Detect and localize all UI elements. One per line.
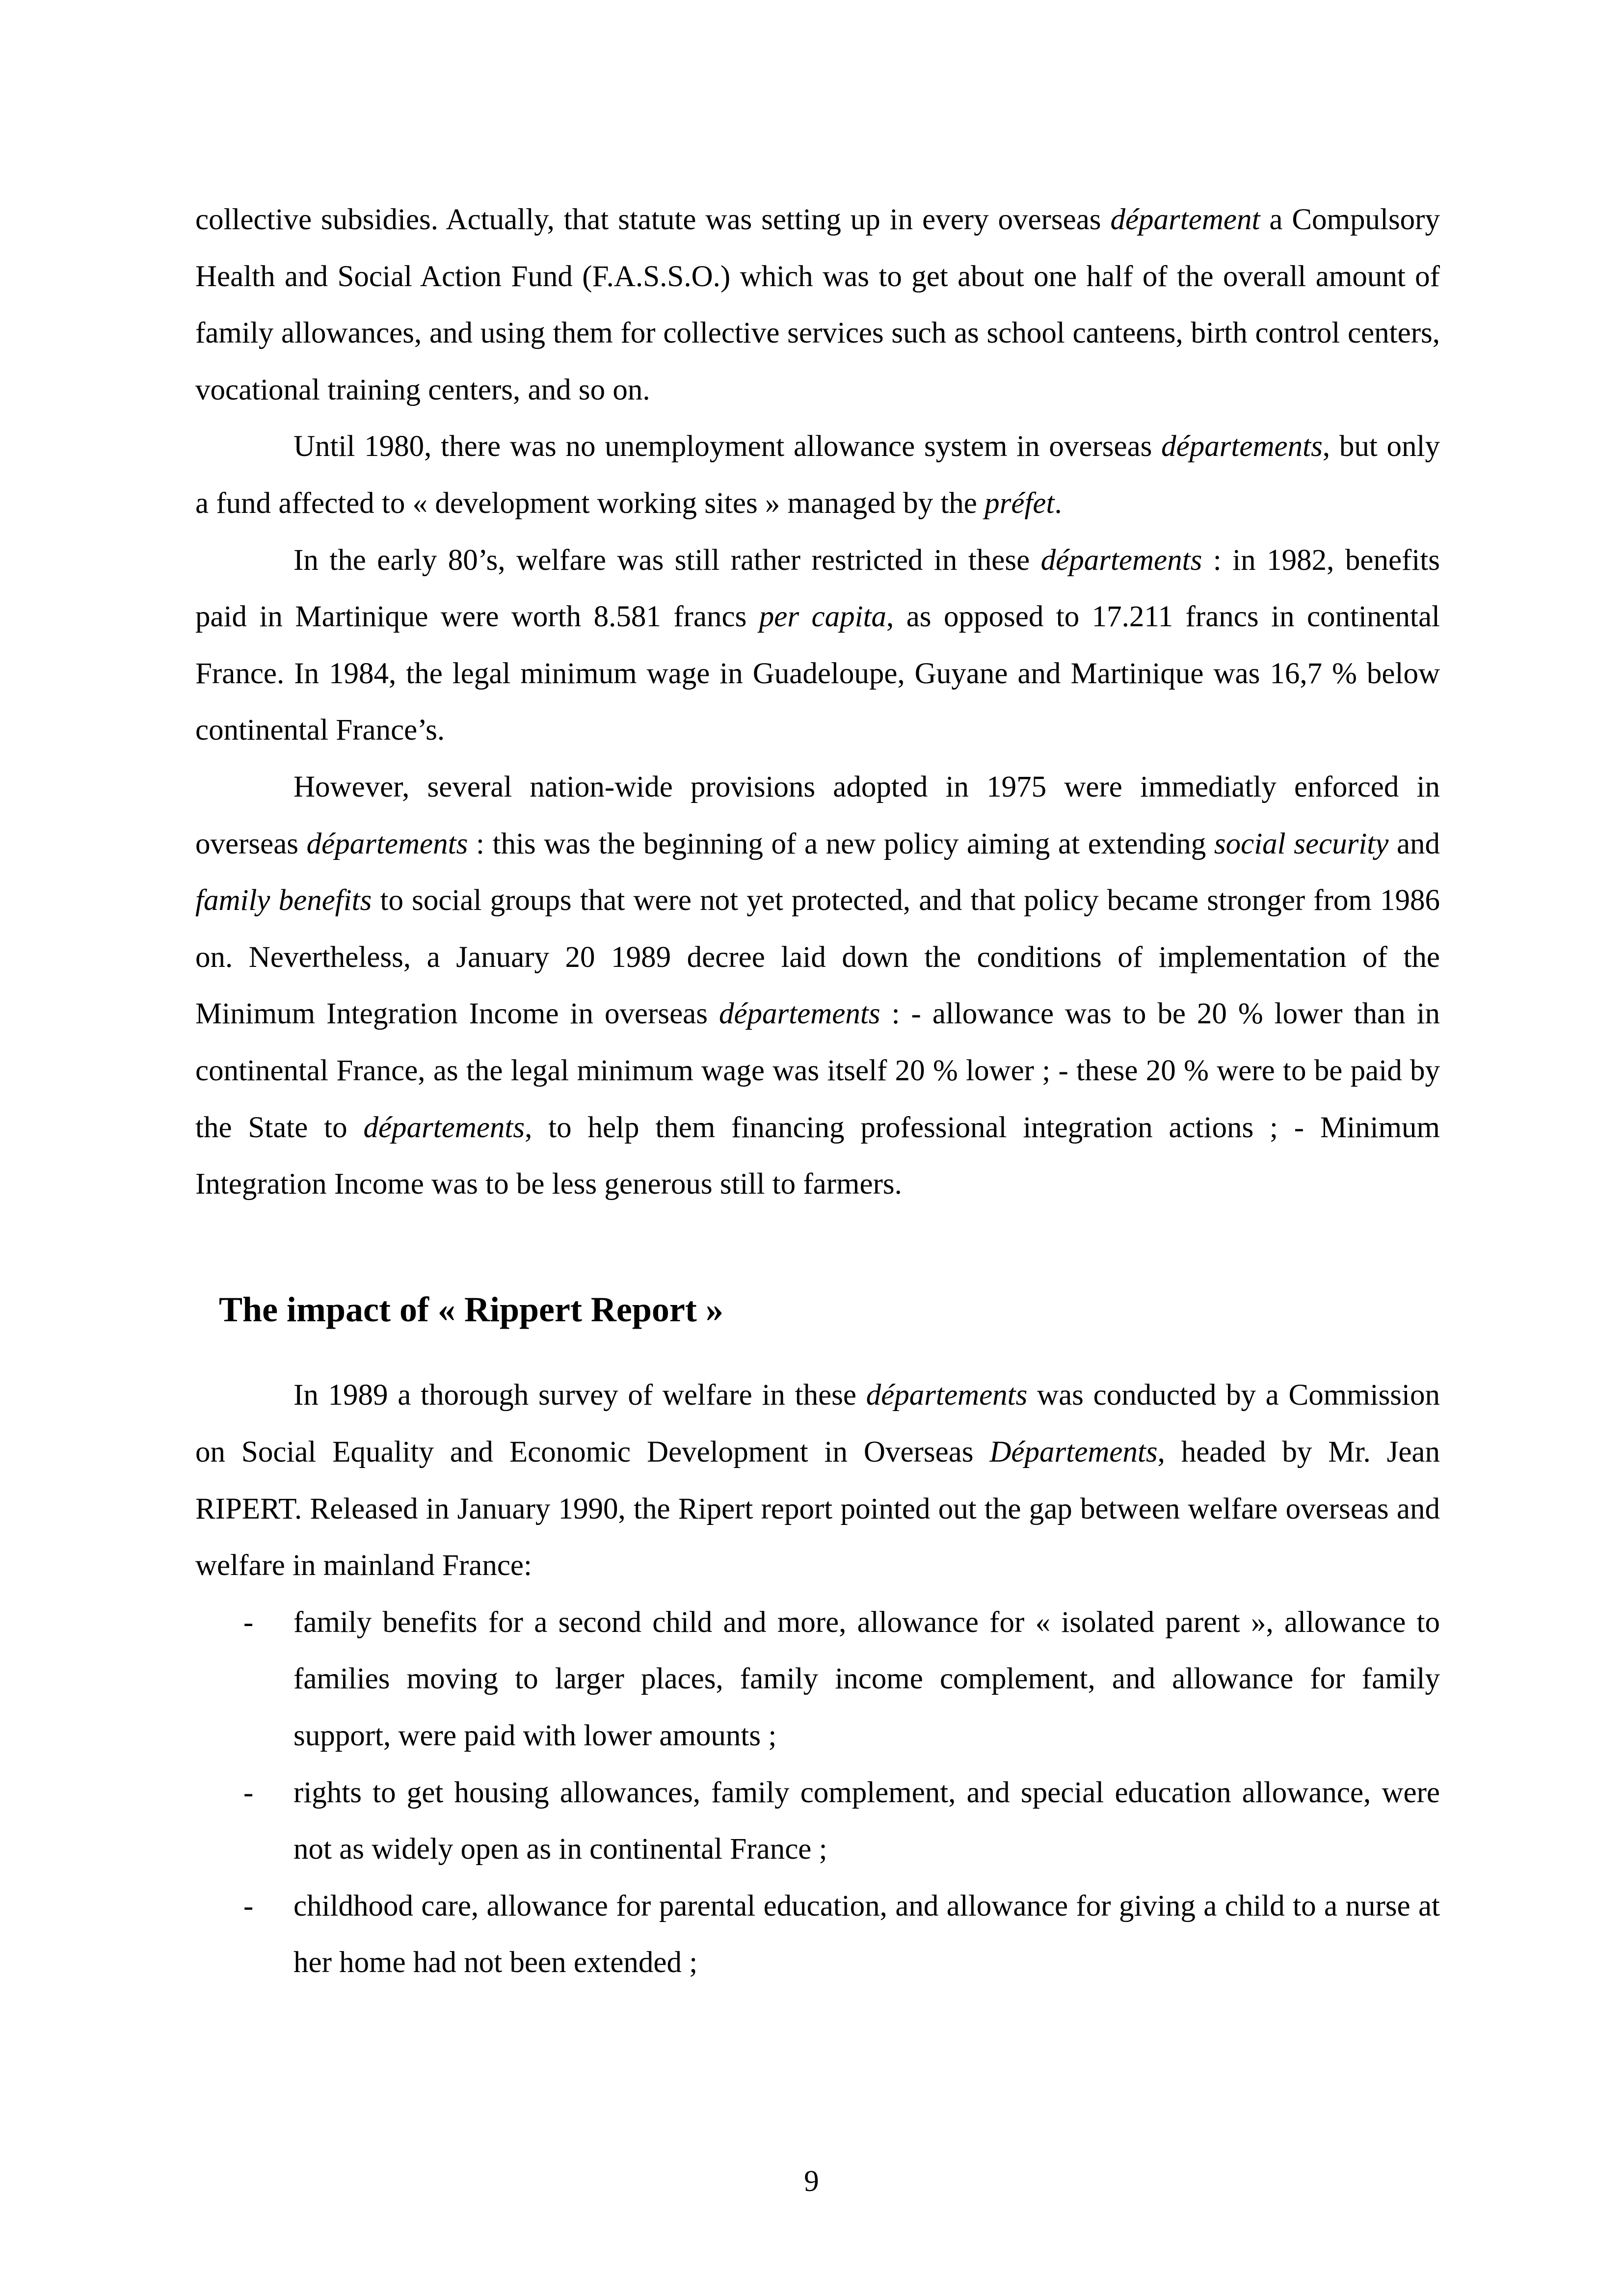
italic-term: per capita bbox=[759, 600, 887, 634]
page-number: 9 bbox=[804, 2165, 819, 2198]
dash-marker: - bbox=[243, 1605, 254, 1639]
intro-paragraphs bbox=[195, 191, 1440, 1213]
italic-term: départements bbox=[866, 1379, 1028, 1412]
bullet-item bbox=[195, 1764, 1440, 1878]
text-run: : this was the beginning of a new policy aiming at extending bbox=[468, 827, 1214, 860]
paragraph bbox=[195, 1367, 1440, 1594]
italic-term: départements bbox=[363, 1111, 525, 1144]
italic-term: family benefits bbox=[195, 884, 372, 917]
italic-term: préfet bbox=[984, 486, 1055, 520]
section-paragraphs bbox=[195, 1367, 1440, 1594]
italic-term: départements bbox=[718, 997, 880, 1031]
text-run: a Compulsory Health and Social Action Fund (F.A.S.S.O.) which was to get about one half of the overall amount of family allowances, and using them for collective services such as school canteens, birth control centers, vocational training centers, and so on. bbox=[195, 203, 1440, 406]
paragraph bbox=[195, 759, 1440, 1213]
dash-marker: - bbox=[243, 1889, 254, 1922]
italic-term: département bbox=[1110, 203, 1260, 236]
italic-term: Départements bbox=[989, 1436, 1158, 1469]
text-run: In 1989 a thorough survey of welfare in these bbox=[293, 1379, 866, 1412]
text-run: : in 1982, benefits paid in Martinique were worth 8.581 francs bbox=[195, 543, 1440, 634]
text-run: However, several nation-wide provisions adopted in 1975 were immediatly enforced in overseas bbox=[195, 770, 1440, 860]
italic-term: départements bbox=[1161, 430, 1323, 463]
italic-term: départements bbox=[306, 827, 468, 860]
dash-marker: - bbox=[243, 1776, 254, 1809]
text-run: , to help them financing professional integration actions ; - Minimum Integration Income was to be less generous still to farmers. bbox=[195, 1111, 1440, 1201]
text-run: , but only a fund affected to « development working sites » managed by the bbox=[195, 430, 1440, 520]
text-run: Until 1980, there was no unemployment allowance system in overseas bbox=[293, 430, 1162, 463]
bullet-item bbox=[195, 1594, 1440, 1764]
bullet-item bbox=[195, 1878, 1440, 1991]
text-run: collective subsidies. Actually, that statute was setting up in every overseas bbox=[195, 203, 1111, 236]
bullet-text: childhood care, allowance for parental education, and allowance for giving a child to a nurse at her home had not been extended ; bbox=[293, 1889, 1440, 1979]
italic-term: départements bbox=[1040, 543, 1202, 577]
italic-term: social security bbox=[1214, 827, 1389, 860]
bullet-text: rights to get housing allowances, family complement, and special education allowance, were not as widely open as in continental France ; bbox=[293, 1776, 1440, 1866]
bullet-list bbox=[195, 1594, 1440, 1991]
text-run: . bbox=[1054, 486, 1062, 520]
page-body bbox=[195, 191, 1440, 1991]
bullet-text: family benefits for a second child and more, allowance for « isolated parent », allowance to families moving to larger places, family income complement, and allowance for family support, were paid with lower amounts ; bbox=[293, 1605, 1440, 1752]
text-run: , headed by Mr. Jean RIPERT. Released in January 1990, the Ripert report pointed out the gap between welfare overseas and welfare in mainland France: bbox=[195, 1436, 1440, 1582]
text-run: In the early 80’s, welfare was still rather restricted in these bbox=[293, 543, 1041, 577]
paragraph bbox=[195, 191, 1440, 418]
paragraph bbox=[195, 418, 1440, 532]
section-heading: The impact of « Rippert Report » bbox=[219, 1289, 723, 1329]
paragraph bbox=[195, 532, 1440, 759]
text-run: was conducted by a Commission on Social Equality and Economic Development in Overseas bbox=[195, 1379, 1440, 1469]
text-run: to social groups that were not yet protected, and that policy became stronger from 1986 on. Nevertheless, a January 20 1989 decree laid down the conditions of implementation of the Minimum Integration Income in overseas bbox=[195, 884, 1440, 1031]
text-run: , as opposed to 17.211 francs in continental France. In 1984, the legal minimum wage in Guadeloupe, Guyane and Martinique was 16,7 % below continental France’s. bbox=[195, 600, 1440, 747]
text-run: : - allowance was to be 20 % lower than in continental France, as the legal minimum wage was itself 20 % lower ; - these 20 % were to be paid by the State to bbox=[195, 997, 1440, 1144]
text-run: and bbox=[1388, 827, 1440, 860]
